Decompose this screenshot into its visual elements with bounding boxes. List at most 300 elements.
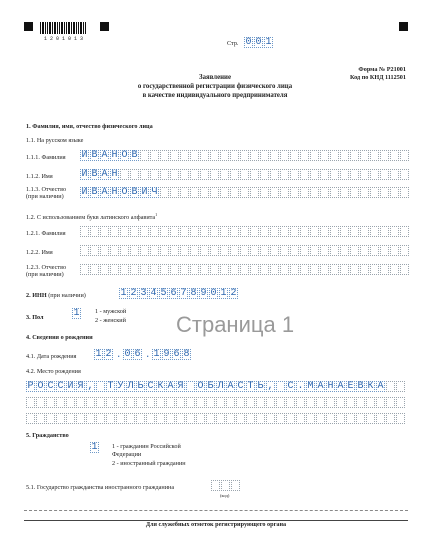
patronymic-cell [270, 187, 279, 198]
latin-patronymic-cell [110, 264, 119, 275]
surname-cell: В [131, 150, 138, 161]
birth-place-cell [276, 381, 285, 392]
birth-date-label: 4.1. Дата рождения [26, 353, 77, 360]
patronymic-cell [240, 187, 249, 198]
name-cell: А [101, 169, 108, 180]
latin-patronymic-cell [220, 264, 229, 275]
patronymic-cell: И [141, 187, 148, 198]
birth-place-cell [166, 413, 175, 424]
date-dot-2: . [145, 350, 151, 360]
page-number-cell: 1 [265, 37, 272, 48]
birth-place-cell: Н [327, 381, 334, 392]
name-cell [280, 169, 289, 180]
birth-place-cell [356, 397, 365, 408]
name-cell [190, 169, 199, 180]
birth-place-cell [116, 397, 125, 408]
gender-option1: 1 - мужской [95, 308, 127, 315]
name-cell [290, 169, 299, 180]
surname-cell [260, 150, 269, 161]
patronymic-cell [360, 187, 369, 198]
birth-place-cell [376, 397, 385, 408]
inn-cell: 5 [160, 288, 167, 299]
inn-cell: 3 [140, 288, 147, 299]
page-label: Стр. [227, 40, 239, 47]
patronymic-cell [340, 187, 349, 198]
patronymic-cell [330, 187, 339, 198]
birth-day-field[interactable] [94, 349, 114, 360]
date-dot-1: . [116, 350, 122, 360]
latin-name-cell [270, 245, 279, 256]
name-cell: И [81, 169, 88, 180]
birth-place-cell [116, 413, 125, 424]
birth-place-cell: Т [107, 381, 114, 392]
latin-patronymic-note: (при наличии) [26, 271, 64, 278]
name-cell [170, 169, 179, 180]
birth-place-cell [66, 413, 75, 424]
birth-place-field-row3[interactable] [26, 413, 406, 424]
birth-place-cell: О [37, 381, 44, 392]
birth-place-cell [336, 397, 345, 408]
footer-dashed-line [24, 510, 408, 511]
surname-cell [220, 150, 229, 161]
patronymic-cell [320, 187, 329, 198]
latin-patronymic-cell [340, 264, 349, 275]
inn-cell: 1 [220, 288, 227, 299]
birth-month-cell: 6 [134, 349, 141, 360]
foreign-code-cell [231, 480, 240, 491]
birth-place-cell: , [87, 381, 94, 392]
birth-place-cell: А [227, 381, 234, 392]
inn-cell: 1 [120, 288, 127, 299]
patronymic-cell [190, 187, 199, 198]
latin-surname-cell [270, 226, 279, 237]
name-cell [120, 169, 129, 180]
patronymic-cell [160, 187, 169, 198]
title-line2: о государственной регистрации физического лица [137, 83, 293, 90]
latin-name-cell [150, 245, 159, 256]
latin-subheading-text: 1.2. С использованием букв латинского алфавита [26, 214, 156, 222]
gender-field[interactable] [72, 308, 82, 319]
birth-place-cell [346, 397, 355, 408]
latin-name-cell [330, 245, 339, 256]
birth-place-cell [316, 397, 325, 408]
birth-place-cell [356, 413, 365, 424]
surname-cell [300, 150, 309, 161]
latin-patronymic-cell [130, 264, 139, 275]
birth-place-cell: Л [217, 381, 224, 392]
birth-place-cell [246, 397, 255, 408]
latin-footnote-mark: 1 [155, 212, 158, 217]
birth-place-cell [286, 397, 295, 408]
knd-code: Код по КНД 1112501 [349, 74, 406, 81]
latin-surname-cell [320, 226, 329, 237]
birth-place-cell: С [57, 381, 64, 392]
patronymic-cell [310, 187, 319, 198]
patronymic-cell [250, 187, 259, 198]
birth-place-cell [156, 413, 165, 424]
birth-place-cell [386, 413, 395, 424]
birth-place-cell [186, 381, 195, 392]
latin-surname-cell [390, 226, 399, 237]
name-cell [160, 169, 169, 180]
latin-patronymic-cell [190, 264, 199, 275]
latin-name-cell [290, 245, 299, 256]
latin-patronymic-cell [380, 264, 389, 275]
birth-place-cell: У [117, 381, 124, 392]
latin-patronymic-cell [360, 264, 369, 275]
latin-surname-label: 1.2.1. Фамилия [26, 230, 66, 237]
citizenship-cell: 1 [91, 442, 98, 453]
birth-place-cell [246, 413, 255, 424]
surname-cell [200, 150, 209, 161]
name-cell [400, 169, 409, 180]
birth-place-cell: , [267, 381, 274, 392]
latin-patronymic-cell [310, 264, 319, 275]
birth-place-cell [26, 397, 35, 408]
latin-surname-cell [370, 226, 379, 237]
surname-cell [180, 150, 189, 161]
latin-patronymic-cell [250, 264, 259, 275]
latin-name-cell [210, 245, 219, 256]
birth-place-cell [276, 397, 285, 408]
birth-place-cell [306, 397, 315, 408]
birth-place-cell [146, 397, 155, 408]
birth-place-cell [46, 413, 55, 424]
surname-cell [280, 150, 289, 161]
latin-name-cell [190, 245, 199, 256]
surname-cell [390, 150, 399, 161]
birth-place-cell [96, 381, 105, 392]
latin-surname-cell [340, 226, 349, 237]
latin-surname-cell [300, 226, 309, 237]
patronymic-cell: А [101, 187, 108, 198]
latin-patronymic-cell [270, 264, 279, 275]
birth-place-cell [266, 397, 275, 408]
latin-patronymic-cell [200, 264, 209, 275]
inn-cell: 7 [180, 288, 187, 299]
patronymic-cell [300, 187, 309, 198]
patronymic-cell [280, 187, 289, 198]
birth-place-cell: К [157, 381, 164, 392]
citizenship-option2: 2 - иностранный гражданин [112, 460, 186, 467]
inn-label [26, 292, 86, 299]
corner-marker-top-right [399, 22, 408, 31]
latin-patronymic-cell [230, 264, 239, 275]
birth-place-cell [66, 397, 75, 408]
surname-cell [370, 150, 379, 161]
birth-place-field-row2[interactable] [26, 397, 406, 408]
latin-surname-cell [190, 226, 199, 237]
birth-place-cell [256, 397, 265, 408]
birth-place-cell [106, 413, 115, 424]
birth-year-cell: 6 [173, 349, 180, 360]
surname-cell [150, 150, 159, 161]
latin-name-cell [340, 245, 349, 256]
latin-name-cell [220, 245, 229, 256]
birth-place-cell [206, 397, 215, 408]
surname-cell: А [101, 150, 108, 161]
surname-label: 1.1.1. Фамилия [26, 154, 66, 161]
surname-cell [240, 150, 249, 161]
patronymic-cell [260, 187, 269, 198]
name-cell [210, 169, 219, 180]
surname-cell [230, 150, 239, 161]
latin-patronymic-cell [180, 264, 189, 275]
birth-place-cell [56, 413, 65, 424]
latin-name-field[interactable] [80, 245, 410, 256]
birth-place-cell [76, 413, 85, 424]
latin-surname-cell [280, 226, 289, 237]
latin-surname-cell [230, 226, 239, 237]
patronymic-cell [290, 187, 299, 198]
latin-name-cell [260, 245, 269, 256]
latin-surname-cell [130, 226, 139, 237]
latin-name-cell [140, 245, 149, 256]
latin-patronymic-cell [210, 264, 219, 275]
latin-patronymic-cell [90, 264, 99, 275]
latin-name-label: 1.2.2. Имя [26, 249, 53, 256]
latin-surname-cell [380, 226, 389, 237]
birth-place-cell: И [67, 381, 74, 392]
latin-surname-cell [220, 226, 229, 237]
latin-name-cell [350, 245, 359, 256]
name-cell [130, 169, 139, 180]
birth-place-cell [346, 413, 355, 424]
patronymic-cell [390, 187, 399, 198]
surname-cell [140, 150, 149, 161]
latin-patronymic-cell [370, 264, 379, 275]
latin-name-cell [380, 245, 389, 256]
latin-patronymic-cell [100, 264, 109, 275]
birth-place-cell [46, 397, 55, 408]
birth-place-cell: С [287, 381, 294, 392]
surname-cell [310, 150, 319, 161]
surname-cell: В [91, 150, 98, 161]
latin-name-cell [160, 245, 169, 256]
birth-place-cell [86, 397, 95, 408]
latin-patronymic-cell [170, 264, 179, 275]
birth-place-cell [106, 397, 115, 408]
latin-name-cell [110, 245, 119, 256]
birth-place-cell [236, 397, 245, 408]
surname-cell [380, 150, 389, 161]
surname-cell: О [121, 150, 128, 161]
latin-surname-cell [150, 226, 159, 237]
surname-cell [360, 150, 369, 161]
birth-place-field-row1[interactable] [26, 381, 406, 392]
birth-place-cell: К [367, 381, 374, 392]
patronymic-cell [230, 187, 239, 198]
name-cell [340, 169, 349, 180]
birth-day-cell: 2 [105, 349, 112, 360]
birth-place-cell [206, 413, 215, 424]
birth-day-cell: 1 [95, 349, 102, 360]
birth-place-cell: Б [207, 381, 214, 392]
foreign-citizenship-label: 5.1. Государство гражданства иностранного гражданина [26, 484, 175, 491]
latin-name-cell [170, 245, 179, 256]
latin-name-cell [100, 245, 109, 256]
latin-name-cell [240, 245, 249, 256]
birth-place-cell [166, 397, 175, 408]
latin-surname-cell [350, 226, 359, 237]
latin-patronymic-cell [260, 264, 269, 275]
latin-patronymic-cell [80, 264, 89, 275]
birth-place-cell [326, 397, 335, 408]
name-cell: В [91, 169, 98, 180]
surname-cell [400, 150, 409, 161]
name-cell [240, 169, 249, 180]
name-cell [330, 169, 339, 180]
birth-place-cell: О [197, 381, 204, 392]
latin-patronymic-label: 1.2.3. Отчество [26, 264, 67, 271]
birth-place-cell [216, 397, 225, 408]
birth-place-cell: Я [177, 381, 184, 392]
patronymic-cell [220, 187, 229, 198]
surname-cell [320, 150, 329, 161]
latin-surname-cell [240, 226, 249, 237]
foreign-country-code-field[interactable] [211, 480, 241, 491]
birth-place-label: 4.2. Место рождения [26, 368, 81, 375]
inn-note: (при наличии) [48, 292, 86, 299]
name-field[interactable] [80, 169, 410, 180]
name-cell [370, 169, 379, 180]
birth-place-cell: М [307, 381, 314, 392]
latin-patronymic-field[interactable] [80, 264, 410, 275]
birth-place-cell [316, 413, 325, 424]
birth-place-cell [196, 413, 205, 424]
name-cell [200, 169, 209, 180]
birth-place-cell [386, 381, 395, 392]
latin-name-cell [310, 245, 319, 256]
latin-name-cell [120, 245, 129, 256]
latin-surname-cell [400, 226, 409, 237]
gender-option2: 2 - женский [95, 317, 126, 324]
birth-month-field[interactable] [123, 349, 143, 360]
name-cell [300, 169, 309, 180]
latin-name-cell [400, 245, 409, 256]
latin-name-cell [180, 245, 189, 256]
patronymic-cell: В [91, 187, 98, 198]
section1-heading: 1. Фамилия, имя, отчество физического лица [26, 123, 153, 130]
birth-year-cell: 8 [183, 349, 190, 360]
birth-place-cell [236, 413, 245, 424]
latin-surname-cell [80, 226, 89, 237]
citizenship-option1a: 1 - гражданин Российской [112, 443, 181, 450]
name-cell [360, 169, 369, 180]
birth-place-cell [96, 413, 105, 424]
patronymic-cell: В [131, 187, 138, 198]
surname-cell [210, 150, 219, 161]
surname-cell [330, 150, 339, 161]
inn-cell: 0 [210, 288, 217, 299]
surname-cell [340, 150, 349, 161]
surname-cell [250, 150, 259, 161]
birth-place-cell [136, 413, 145, 424]
inn-cell: 2 [130, 288, 137, 299]
birth-place-cell [256, 413, 265, 424]
birth-place-cell: Р [27, 381, 34, 392]
birth-place-cell: А [317, 381, 324, 392]
birth-place-cell [76, 397, 85, 408]
birth-year-cell: 1 [153, 349, 160, 360]
birth-place-cell: Е [347, 381, 354, 392]
section5-heading: 5. Гражданство [26, 432, 69, 439]
name-label: 1.1.2. Имя [26, 173, 53, 180]
corner-marker-left [24, 22, 33, 31]
latin-name-cell [320, 245, 329, 256]
birth-place-cell: С [237, 381, 244, 392]
birth-year-cell: 9 [163, 349, 170, 360]
latin-name-cell [360, 245, 369, 256]
surname-cell [160, 150, 169, 161]
inn-field[interactable] [119, 288, 239, 299]
latin-patronymic-cell [120, 264, 129, 275]
latin-patronymic-cell [150, 264, 159, 275]
surname-cell [270, 150, 279, 161]
latin-surname-cell [260, 226, 269, 237]
latin-surname-cell [160, 226, 169, 237]
inn-cell: 4 [150, 288, 157, 299]
patronymic-cell: О [121, 187, 128, 198]
code-note: (код) [220, 493, 230, 498]
birth-place-cell [26, 413, 35, 424]
name-cell [230, 169, 239, 180]
patronymic-cell: Н [111, 187, 118, 198]
page-watermark: Страница 1 [176, 312, 295, 337]
birth-place-cell [396, 413, 405, 424]
latin-patronymic-cell [280, 264, 289, 275]
citizenship-field[interactable] [90, 442, 100, 453]
birth-place-cell [36, 413, 45, 424]
birth-place-cell [196, 397, 205, 408]
latin-surname-field[interactable] [80, 226, 410, 237]
birth-month-cell: 0 [124, 349, 131, 360]
surname-cell [350, 150, 359, 161]
latin-name-cell [370, 245, 379, 256]
foreign-code-cell [211, 480, 220, 491]
name-cell [140, 169, 149, 180]
latin-name-cell [250, 245, 259, 256]
name-cell [380, 169, 389, 180]
birth-place-cell [56, 397, 65, 408]
birth-place-cell [266, 413, 275, 424]
birth-place-cell [286, 413, 295, 424]
surname-field[interactable] [80, 150, 410, 161]
birth-place-cell [36, 397, 45, 408]
birth-place-cell [306, 413, 315, 424]
section1-sub-ru: 1.1. На русском языке [26, 137, 84, 144]
latin-surname-cell [140, 226, 149, 237]
birth-place-cell [156, 397, 165, 408]
name-cell [220, 169, 229, 180]
birth-place-cell [386, 397, 395, 408]
birth-place-cell: В [357, 381, 364, 392]
birth-place-cell [86, 413, 95, 424]
surname-cell [290, 150, 299, 161]
latin-subheading [26, 211, 157, 221]
birth-place-cell: С [147, 381, 154, 392]
birth-place-cell [366, 397, 375, 408]
birth-place-cell: А [167, 381, 174, 392]
patronymic-cell [400, 187, 409, 198]
latin-surname-cell [170, 226, 179, 237]
patronymic-field[interactable] [80, 187, 410, 198]
birth-place-cell: Я [77, 381, 84, 392]
birth-year-field[interactable] [152, 349, 192, 360]
page-number-cells [244, 37, 274, 48]
patronymic-cell [370, 187, 379, 198]
latin-surname-cell [310, 226, 319, 237]
